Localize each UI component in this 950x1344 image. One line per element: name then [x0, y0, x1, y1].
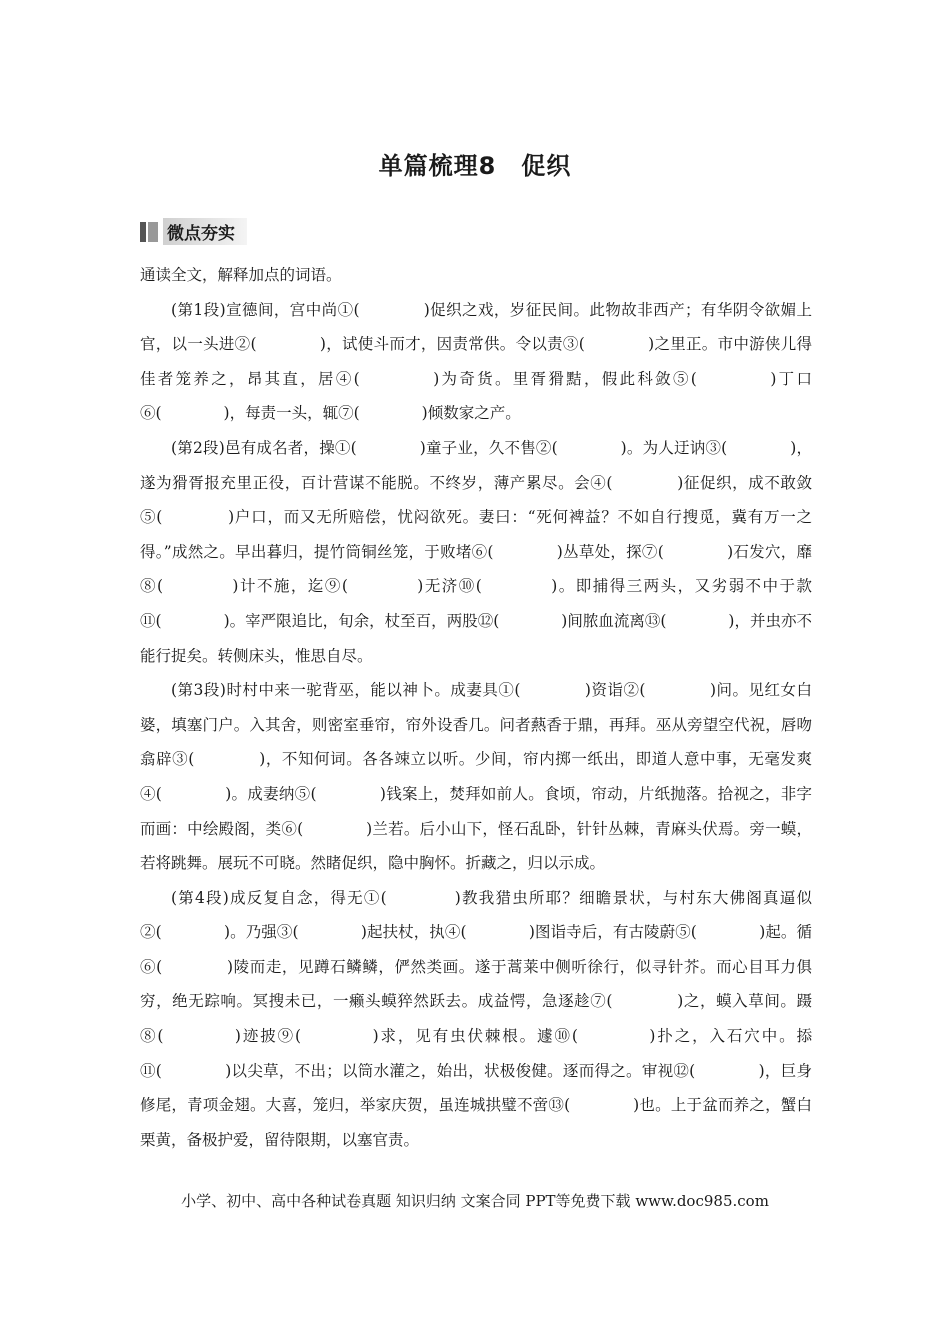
section-header: [140, 218, 247, 245]
section-label: 微点夯实: [163, 218, 247, 245]
exercise-body: [140, 258, 812, 1157]
paragraph-3: (第3段)时村中来一驼背巫，能以神卜。成妻具①( )资诣②( )问。见红女白婆，填塞门户。入其舍，则密室垂帘，帘外设香几。问者爇香于鼎，再拜。巫从旁望空代祝，唇吻翕辟③( )，不知何词。各各竦立以听。少间，帘内掷一纸出，即道人意中事，无毫发爽④( )。成妻纳⑤( )钱案上，焚拜如前人。食顷，帘动，片纸抛落。拾视之，非字而画：中绘殿阁，类⑥( )兰若。后小山下，怪石乱卧，针针丛棘，青麻头伏焉。旁一蟆，若将跳舞。展玩不可晓。然睹促织，隐中胸怀。折藏之，归以示成。: [140, 681, 812, 873]
paragraph-2: (第2段)邑有成名者，操①( )童子业，久不售②( )。为人迂讷③( )，遂为猾胥报充里正役，百计营谋不能脱。不终岁，薄产累尽。会④( )征促织，成不敢敛⑤( )户口，而又无所赔偿，忧闷欲死。妻曰：“死何裨益？不如自行搜觅，冀有万一之得。”成然之。早出暮归，提竹筒铜丝笼，于败堵⑥( )丛草处，探⑦( )石发穴，靡⑧( )计不施，迄⑨( )无济⑩( )。即捕得三两头，又劣弱不中于款⑪( )。宰严限追比，旬余，杖至百，两股⑫( )间脓血流离⑬( )，并虫亦不能行捉矣。转侧床头，惟思自尽。: [140, 438, 812, 665]
page-title: 单篇梳理8 促织: [378, 152, 572, 180]
page-footer: 小学、初中、高中各种试卷真题 知识归纳 文案合同 PPT等免费下载 www.doc985.com: [181, 1192, 769, 1210]
paragraph-1: (第1段)宣德间，宫中尚①( )促织之戏，岁征民间。此物故非西产；有华阴令欲媚上官，以一头进②( )，试使斗而才，因责常供。令以责③( )之里正。市中游侠儿得佳者笼养之，昂其直，居④( )为奇货。里胥猾黠，假此科敛⑤( )丁口⑥( )，每责一头，辄⑦( )倾数家之产。: [140, 300, 812, 423]
paragraph-4: (第4段)成反复自念，得无①( )教我猎虫所耶？细瞻景状，与村东大佛阁真逼似②( )。乃强③( )起扶杖，执④( )图诣寺后，有古陵蔚⑤( )起。循⑥( )陵而走，见蹲石鳞鳞，俨然类画。遂于蒿莱中侧听徐行，似寻针芥。而心目耳力俱穷，绝无踪响。冥搜未已，一癞头蟆猝然跃去。成益愕，急逐趁⑦( )之，蟆入草间。蹑⑧( )迹披⑨( )求，见有虫伏棘根。遽⑩( )扑之，入石穴中。掭⑪( )以尖草，不出；以筒水灌之，始出，状极俊健。逐而得之。审视⑫( )，巨身修尾，青项金翅。大喜，笼归，举家庆贺，虽连城拱璧不啻⑬( )也。上于盆而养之，蟹白栗黄，备极护爱，留待限期，以塞官责。: [140, 888, 812, 1149]
section-marker-icon: [140, 222, 160, 242]
instruction: 通读全文，解释加点的词语。: [140, 266, 342, 284]
